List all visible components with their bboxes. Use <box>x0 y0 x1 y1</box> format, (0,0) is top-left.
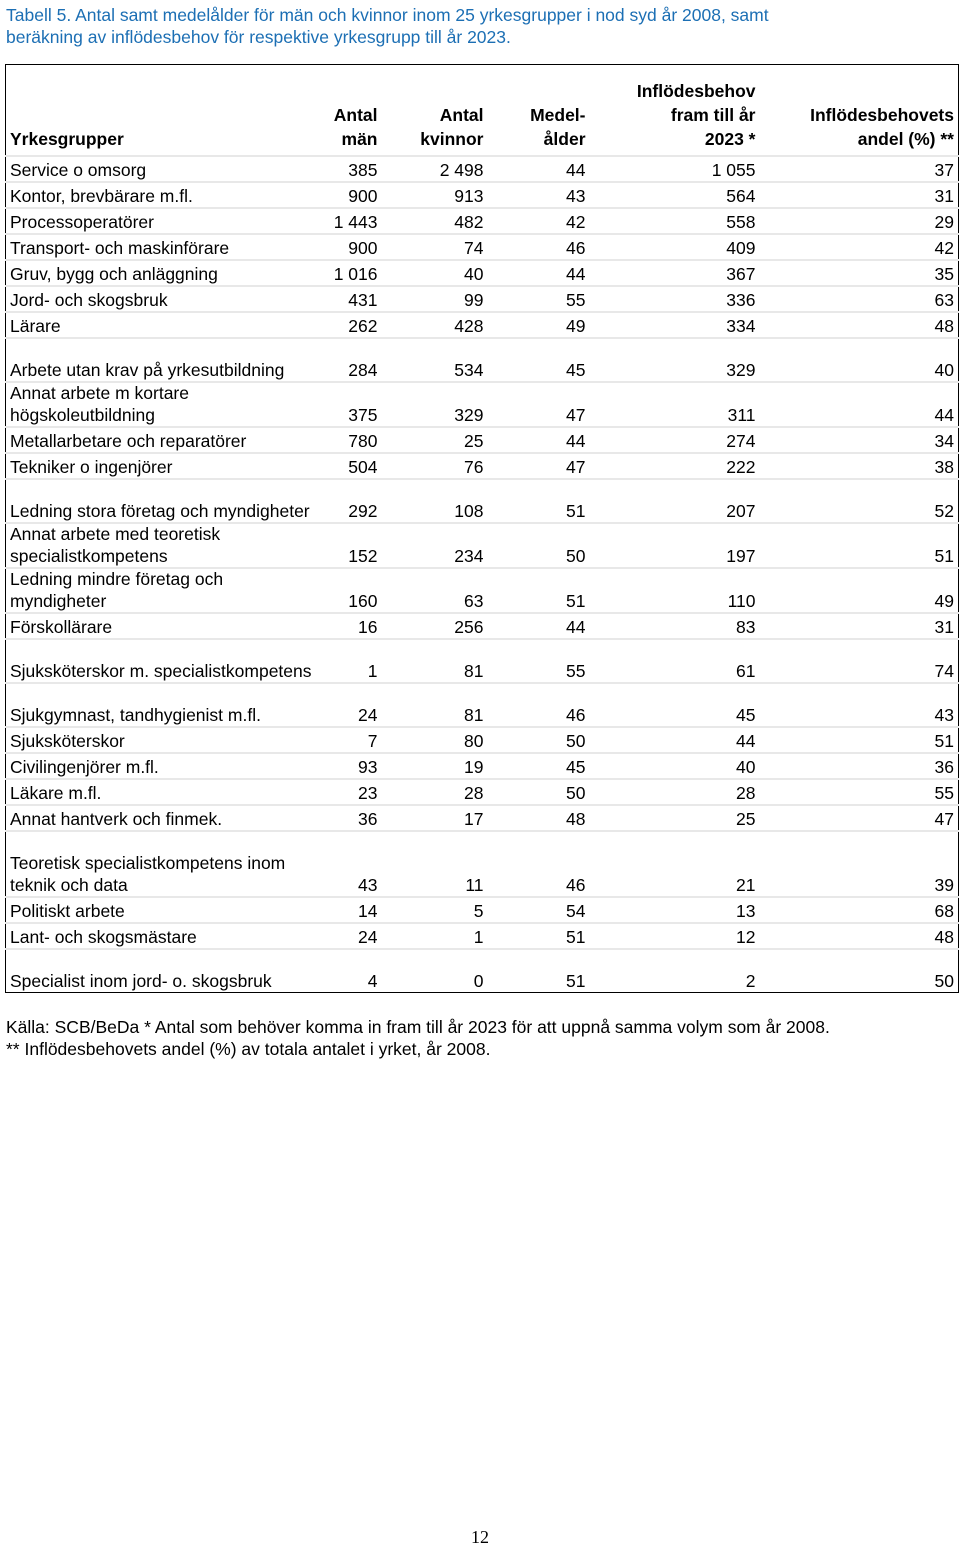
cell-man: 24 <box>358 926 378 947</box>
cell-kvinnor: 913 <box>454 185 484 206</box>
cell-man: 43 <box>358 874 378 895</box>
cell-alder: 50 <box>566 782 586 803</box>
cell-behov: 197 <box>726 545 756 566</box>
cell-man: 14 <box>358 900 378 921</box>
caption-line-2: beräkning av inflödesbehov för respektive yrkesgrupp till år 2023. <box>6 27 511 47</box>
page-number: 12 <box>471 1527 489 1547</box>
table-row <box>6 234 959 260</box>
cell-behov: 367 <box>726 263 756 284</box>
cell-behov: 44 <box>736 730 756 751</box>
table-row <box>6 831 959 897</box>
cell-alder: 44 <box>566 616 586 637</box>
cell-alder: 49 <box>566 315 586 336</box>
cell-andel: 44 <box>760 382 959 427</box>
cell-man: 262 <box>348 315 378 336</box>
cell-andel: 39 <box>760 831 959 897</box>
cell-yrkesgrupp: Lärare <box>6 312 325 338</box>
cell-yrkesgrupp: Metallarbetare och reparatörer <box>6 427 325 453</box>
table-notes <box>6 1016 830 1060</box>
header-inflodesbehov: Inflödesbehov fram till år 2023 * <box>590 65 760 157</box>
cell-behov: 25 <box>736 808 756 829</box>
cell-man: 1 <box>367 660 378 681</box>
cell-andel: 40 <box>760 338 959 382</box>
cell-behov: 274 <box>726 430 756 451</box>
cell-kvinnor: 108 <box>454 500 484 521</box>
cell-alder: 46 <box>566 874 586 895</box>
table-row <box>6 479 959 523</box>
cell-behov: 28 <box>736 782 756 803</box>
occupation-table <box>5 64 959 993</box>
cell-man: 1 443 <box>333 211 378 232</box>
cell-alder: 44 <box>566 263 586 284</box>
cell-kvinnor: 28 <box>464 782 484 803</box>
cell-kvinnor: 5 <box>473 900 484 921</box>
cell-alder: 51 <box>566 590 586 611</box>
table-row <box>6 613 959 639</box>
cell-behov: 61 <box>736 660 756 681</box>
table-row <box>6 208 959 234</box>
cell-kvinnor: 81 <box>464 660 484 681</box>
cell-behov: 564 <box>726 185 756 206</box>
cell-man: 7 <box>367 730 378 751</box>
cell-yrkesgrupp: Teoretisk specialistkompetens inom teknik och data <box>6 831 325 897</box>
cell-andel: 47 <box>760 805 959 831</box>
cell-alder: 54 <box>566 900 586 921</box>
cell-yrkesgrupp: Processoperatörer <box>6 208 325 234</box>
cell-alder: 44 <box>566 430 586 451</box>
table-header <box>6 65 959 157</box>
cell-alder: 45 <box>566 756 586 777</box>
cell-andel: 63 <box>760 286 959 312</box>
cell-behov: 222 <box>726 456 756 477</box>
table-row <box>6 182 959 208</box>
cell-yrkesgrupp: Sjuksköterskor m. specialistkompetens <box>6 639 325 683</box>
cell-yrkesgrupp: Ledning stora företag och myndigheter <box>6 479 325 523</box>
table-row <box>6 683 959 727</box>
table-row <box>6 805 959 831</box>
cell-andel: 52 <box>760 479 959 523</box>
cell-behov: 110 <box>727 590 756 611</box>
cell-kvinnor: 11 <box>465 874 484 895</box>
cell-kvinnor: 256 <box>454 616 484 637</box>
cell-yrkesgrupp: Gruv, bygg och anläggning <box>6 260 325 286</box>
table-row <box>6 923 959 949</box>
header-yrkesgrupper: Yrkesgrupper <box>6 65 325 157</box>
cell-andel: 55 <box>760 779 959 805</box>
cell-andel: 74 <box>760 639 959 683</box>
cell-man: 504 <box>348 456 378 477</box>
cell-yrkesgrupp: Annat arbete med teoretisk specialistkompetens <box>6 523 325 568</box>
cell-andel: 34 <box>760 427 959 453</box>
cell-andel: 38 <box>760 453 959 479</box>
table-row <box>6 779 959 805</box>
cell-yrkesgrupp: Specialist inom jord- o. skogsbruk <box>6 949 325 993</box>
cell-kvinnor: 1 <box>473 926 484 947</box>
cell-yrkesgrupp: Annat arbete m kortare högskoleutbildning <box>6 382 325 427</box>
cell-kvinnor: 19 <box>464 756 484 777</box>
cell-behov: 13 <box>736 900 756 921</box>
cell-man: 4 <box>325 949 382 993</box>
table-row <box>6 897 959 923</box>
header-inflodesbehovets-andel: Inflödesbehovets andel (%) ** <box>760 65 959 157</box>
cell-behov: 40 <box>736 756 756 777</box>
cell-kvinnor: 25 <box>464 430 484 451</box>
table-row <box>6 156 959 182</box>
cell-alder: 46 <box>566 704 586 725</box>
cell-man: 152 <box>348 545 378 566</box>
table-row <box>6 568 959 613</box>
cell-andel: 49 <box>760 568 959 613</box>
table-row <box>6 453 959 479</box>
cell-kvinnor: 0 <box>382 949 488 993</box>
footnote: ** Inflödesbehovets andel (%) av totala antalet i yrket, år 2008. <box>6 1039 491 1059</box>
cell-andel: 48 <box>760 923 959 949</box>
cell-andel: 31 <box>760 182 959 208</box>
cell-yrkesgrupp: Civilingenjörer m.fl. <box>6 753 325 779</box>
cell-alder: 45 <box>566 359 586 380</box>
table-caption <box>6 4 951 48</box>
table-row <box>6 949 959 993</box>
cell-kvinnor: 99 <box>464 289 484 310</box>
cell-andel: 35 <box>760 260 959 286</box>
cell-andel: 29 <box>760 208 959 234</box>
cell-alder: 43 <box>566 185 586 206</box>
cell-yrkesgrupp: Läkare m.fl. <box>6 779 325 805</box>
cell-yrkesgrupp: Tekniker o ingenjörer <box>6 453 325 479</box>
table-row <box>6 286 959 312</box>
table-row <box>6 427 959 453</box>
cell-alder: 47 <box>566 456 586 477</box>
cell-behov: 311 <box>727 404 756 425</box>
cell-man: 900 <box>348 237 378 258</box>
table-row <box>6 727 959 753</box>
cell-yrkesgrupp: Förskollärare <box>6 613 325 639</box>
table-row <box>6 753 959 779</box>
cell-behov: 12 <box>736 926 756 947</box>
cell-behov: 45 <box>736 704 756 725</box>
cell-kvinnor: 63 <box>464 590 484 611</box>
table-row <box>6 382 959 427</box>
cell-behov: 83 <box>736 616 756 637</box>
table-row <box>6 523 959 568</box>
cell-behov: 409 <box>726 237 756 258</box>
cell-kvinnor: 329 <box>454 404 484 425</box>
cell-man: 1 016 <box>333 263 378 284</box>
cell-kvinnor: 80 <box>464 730 484 751</box>
cell-behov: 2 <box>590 949 760 993</box>
cell-alder: 50 <box>566 730 586 751</box>
header-antal-kvinnor: Antal kvinnor <box>382 65 488 157</box>
header-antal-man: Antal män <box>325 65 382 157</box>
cell-man: 160 <box>348 590 378 611</box>
cell-andel: 42 <box>760 234 959 260</box>
cell-man: 375 <box>348 404 378 425</box>
cell-man: 23 <box>358 782 378 803</box>
cell-yrkesgrupp: Annat hantverk och finmek. <box>6 805 325 831</box>
cell-alder: 50 <box>566 545 586 566</box>
cell-behov: 558 <box>726 211 756 232</box>
cell-behov: 336 <box>726 289 756 310</box>
table-row <box>6 312 959 338</box>
cell-alder: 42 <box>566 211 586 232</box>
cell-kvinnor: 534 <box>454 359 484 380</box>
table-body <box>6 156 959 993</box>
cell-andel: 48 <box>760 312 959 338</box>
cell-kvinnor: 76 <box>464 456 484 477</box>
cell-andel: 43 <box>760 683 959 727</box>
cell-alder: 44 <box>566 159 586 180</box>
cell-behov: 329 <box>726 359 756 380</box>
cell-behov: 334 <box>726 315 756 336</box>
header-medelalder: Medel- ålder <box>488 65 590 157</box>
cell-alder: 51 <box>566 926 586 947</box>
cell-alder: 46 <box>566 237 586 258</box>
cell-yrkesgrupp: Transport- och maskinförare <box>6 234 325 260</box>
cell-kvinnor: 74 <box>464 237 484 258</box>
cell-behov: 21 <box>736 874 756 895</box>
cell-man: 93 <box>358 756 378 777</box>
cell-yrkesgrupp: Sjuksköterskor <box>6 727 325 753</box>
cell-behov: 1 055 <box>711 159 756 180</box>
cell-andel: 37 <box>760 156 959 182</box>
table-row <box>6 260 959 286</box>
cell-alder: 51 <box>566 500 586 521</box>
table-row <box>6 639 959 683</box>
cell-alder: 55 <box>566 289 586 310</box>
cell-man: 780 <box>348 430 378 451</box>
cell-yrkesgrupp: Politiskt arbete <box>6 897 325 923</box>
cell-yrkesgrupp: Lant- och skogsmästare <box>6 923 325 949</box>
cell-yrkesgrupp: Jord- och skogsbruk <box>6 286 325 312</box>
table-row <box>6 338 959 382</box>
cell-kvinnor: 17 <box>464 808 484 829</box>
cell-man: 16 <box>358 616 378 637</box>
cell-yrkesgrupp: Kontor, brevbärare m.fl. <box>6 182 325 208</box>
cell-andel: 51 <box>760 727 959 753</box>
cell-alder: 55 <box>566 660 586 681</box>
cell-kvinnor: 234 <box>454 545 484 566</box>
cell-andel: 31 <box>760 613 959 639</box>
cell-man: 431 <box>348 289 378 310</box>
cell-andel: 68 <box>760 897 959 923</box>
cell-kvinnor: 428 <box>454 315 484 336</box>
cell-andel: 51 <box>760 523 959 568</box>
cell-behov: 207 <box>726 500 756 521</box>
cell-alder: 51 <box>488 949 590 993</box>
cell-yrkesgrupp: Ledning mindre företag och myndigheter <box>6 568 325 613</box>
cell-yrkesgrupp: Sjukgymnast, tandhygienist m.fl. <box>6 683 325 727</box>
cell-alder: 48 <box>566 808 586 829</box>
cell-man: 284 <box>348 359 378 380</box>
cell-andel: 50 <box>760 949 959 993</box>
cell-man: 385 <box>348 159 378 180</box>
cell-kvinnor: 40 <box>464 263 484 284</box>
cell-kvinnor: 2 498 <box>439 159 484 180</box>
cell-man: 36 <box>358 808 378 829</box>
cell-alder: 47 <box>566 404 586 425</box>
cell-kvinnor: 81 <box>464 704 484 725</box>
cell-andel: 36 <box>760 753 959 779</box>
cell-man: 24 <box>358 704 378 725</box>
source-note: Källa: SCB/BeDa * Antal som behöver komma in fram till år 2023 för att uppnå samma volym som år 2008. <box>6 1017 830 1037</box>
cell-yrkesgrupp: Arbete utan krav på yrkesutbildning <box>6 338 325 382</box>
cell-yrkesgrupp: Service o omsorg <box>6 156 325 182</box>
caption-line-1: Tabell 5. Antal samt medelålder för män och kvinnor inom 25 yrkesgrupper i nod syd år 2008, samt <box>6 5 769 25</box>
cell-man: 900 <box>348 185 378 206</box>
cell-man: 292 <box>348 500 378 521</box>
cell-kvinnor: 482 <box>454 211 484 232</box>
